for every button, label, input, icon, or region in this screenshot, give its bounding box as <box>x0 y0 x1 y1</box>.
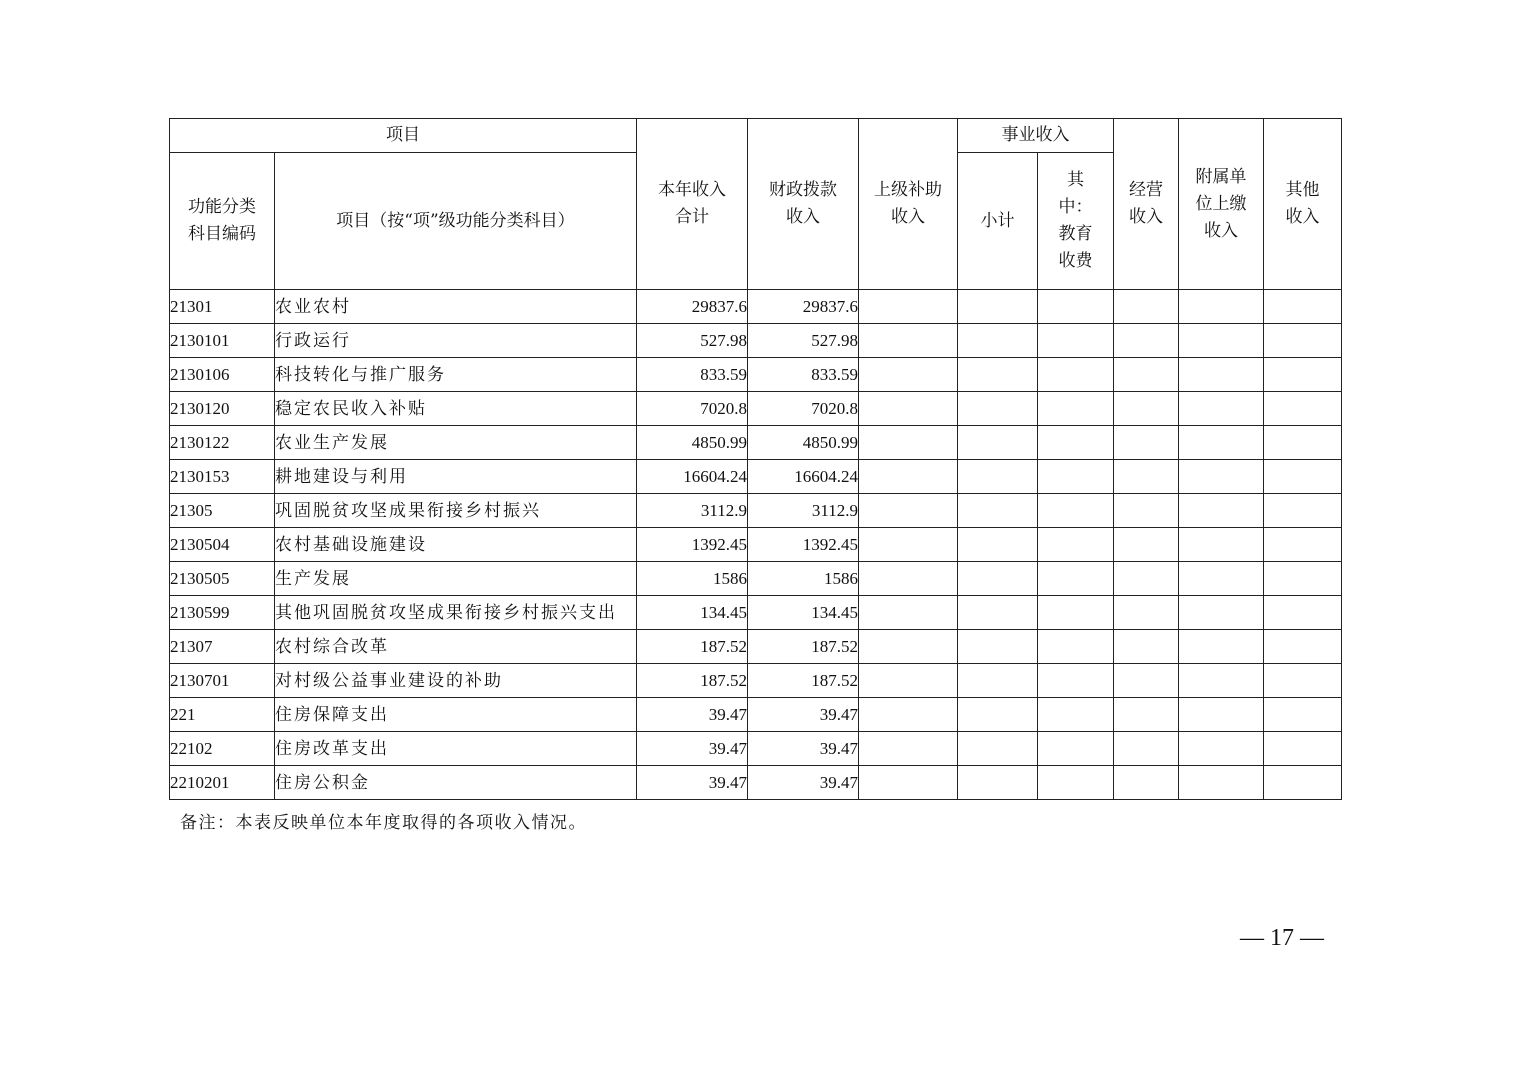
cell-business-edu <box>1038 426 1114 460</box>
cell-superior <box>859 324 958 358</box>
cell-affiliated <box>1179 698 1264 732</box>
cell-superior <box>859 392 958 426</box>
cell-business-subtotal <box>958 766 1038 800</box>
cell-operating <box>1114 392 1179 426</box>
cell-business-subtotal <box>958 596 1038 630</box>
table-row <box>170 358 1342 392</box>
cell-fiscal: 833.59 <box>748 358 859 392</box>
cell-business-subtotal <box>958 290 1038 324</box>
cell-code: 2130599 <box>170 596 275 630</box>
header-business-edu: 其中：教育收费 <box>1038 153 1114 290</box>
cell-superior <box>859 494 958 528</box>
cell-business-edu <box>1038 562 1114 596</box>
cell-code: 2130504 <box>170 528 275 562</box>
cell-name: 对村级公益事业建设的补助 <box>275 664 637 698</box>
cell-name: 科技转化与推广服务 <box>275 358 637 392</box>
cell-operating <box>1114 290 1179 324</box>
cell-operating <box>1114 766 1179 800</box>
cell-superior <box>859 596 958 630</box>
header-name: 项目（按“项”级功能分类科目） <box>275 153 637 290</box>
table-row <box>170 426 1342 460</box>
cell-fiscal: 29837.6 <box>748 290 859 324</box>
cell-fiscal: 39.47 <box>748 732 859 766</box>
cell-other <box>1264 698 1342 732</box>
cell-affiliated <box>1179 596 1264 630</box>
cell-fiscal: 7020.8 <box>748 392 859 426</box>
cell-total: 1392.45 <box>637 528 748 562</box>
cell-name: 其他巩固脱贫攻坚成果衔接乡村振兴支出 <box>275 596 637 630</box>
page-number: — 17 — <box>1240 925 1324 951</box>
cell-business-subtotal <box>958 358 1038 392</box>
cell-operating <box>1114 596 1179 630</box>
cell-other <box>1264 426 1342 460</box>
cell-code: 2130122 <box>170 426 275 460</box>
header-business-subtotal: 小计 <box>958 153 1038 290</box>
cell-code: 2130701 <box>170 664 275 698</box>
cell-other <box>1264 630 1342 664</box>
cell-affiliated <box>1179 766 1264 800</box>
cell-business-subtotal <box>958 426 1038 460</box>
table-row <box>170 290 1342 324</box>
cell-total: 29837.6 <box>637 290 748 324</box>
cell-business-subtotal <box>958 324 1038 358</box>
cell-superior <box>859 290 958 324</box>
table-row <box>170 766 1342 800</box>
cell-superior <box>859 630 958 664</box>
table-row <box>170 630 1342 664</box>
cell-affiliated <box>1179 426 1264 460</box>
cell-total: 39.47 <box>637 766 748 800</box>
cell-fiscal: 1586 <box>748 562 859 596</box>
cell-operating <box>1114 324 1179 358</box>
income-table <box>169 118 1342 800</box>
cell-business-subtotal <box>958 630 1038 664</box>
cell-business-subtotal <box>958 562 1038 596</box>
cell-affiliated <box>1179 630 1264 664</box>
cell-business-subtotal <box>958 392 1038 426</box>
cell-other <box>1264 732 1342 766</box>
cell-superior <box>859 664 958 698</box>
cell-name: 农业农村 <box>275 290 637 324</box>
cell-fiscal: 4850.99 <box>748 426 859 460</box>
cell-name: 住房改革支出 <box>275 732 637 766</box>
cell-fiscal: 39.47 <box>748 766 859 800</box>
cell-operating <box>1114 562 1179 596</box>
cell-other <box>1264 766 1342 800</box>
cell-business-subtotal <box>958 494 1038 528</box>
cell-superior <box>859 766 958 800</box>
cell-other <box>1264 528 1342 562</box>
table-row <box>170 664 1342 698</box>
header-fiscal: 财政拨款收入 <box>748 119 859 290</box>
cell-superior <box>859 460 958 494</box>
cell-business-edu <box>1038 460 1114 494</box>
cell-total: 134.45 <box>637 596 748 630</box>
cell-fiscal: 1392.45 <box>748 528 859 562</box>
cell-name: 住房保障支出 <box>275 698 637 732</box>
cell-business-edu <box>1038 324 1114 358</box>
cell-total: 1586 <box>637 562 748 596</box>
cell-business-edu <box>1038 392 1114 426</box>
cell-superior <box>859 732 958 766</box>
cell-operating <box>1114 528 1179 562</box>
cell-operating <box>1114 358 1179 392</box>
cell-code: 2130505 <box>170 562 275 596</box>
cell-operating <box>1114 460 1179 494</box>
cell-operating <box>1114 630 1179 664</box>
cell-business-subtotal <box>958 664 1038 698</box>
header-total: 本年收入合计 <box>637 119 748 290</box>
cell-other <box>1264 596 1342 630</box>
cell-operating <box>1114 732 1179 766</box>
cell-business-subtotal <box>958 460 1038 494</box>
cell-affiliated <box>1179 732 1264 766</box>
cell-total: 833.59 <box>637 358 748 392</box>
cell-code: 2130101 <box>170 324 275 358</box>
cell-name: 农村基础设施建设 <box>275 528 637 562</box>
cell-code: 2130120 <box>170 392 275 426</box>
cell-business-edu <box>1038 290 1114 324</box>
cell-fiscal: 16604.24 <box>748 460 859 494</box>
cell-name: 耕地建设与利用 <box>275 460 637 494</box>
cell-code: 21301 <box>170 290 275 324</box>
cell-other <box>1264 664 1342 698</box>
cell-superior <box>859 562 958 596</box>
header-superior: 上级补助收入 <box>859 119 958 290</box>
cell-affiliated <box>1179 460 1264 494</box>
cell-business-edu <box>1038 698 1114 732</box>
cell-total: 3112.9 <box>637 494 748 528</box>
cell-total: 39.47 <box>637 698 748 732</box>
cell-fiscal: 527.98 <box>748 324 859 358</box>
cell-code: 22102 <box>170 732 275 766</box>
table-row <box>170 562 1342 596</box>
cell-code: 2210201 <box>170 766 275 800</box>
cell-total: 187.52 <box>637 630 748 664</box>
cell-fiscal: 39.47 <box>748 698 859 732</box>
cell-code: 21307 <box>170 630 275 664</box>
cell-business-edu <box>1038 732 1114 766</box>
cell-operating <box>1114 664 1179 698</box>
cell-fiscal: 134.45 <box>748 596 859 630</box>
header-operating: 经营收入 <box>1114 119 1179 290</box>
cell-business-edu <box>1038 630 1114 664</box>
cell-business-edu <box>1038 664 1114 698</box>
cell-name: 住房公积金 <box>275 766 637 800</box>
table-row <box>170 528 1342 562</box>
cell-name: 农业生产发展 <box>275 426 637 460</box>
cell-operating <box>1114 698 1179 732</box>
cell-fiscal: 187.52 <box>748 664 859 698</box>
table-row <box>170 596 1342 630</box>
cell-operating <box>1114 426 1179 460</box>
cell-name: 巩固脱贫攻坚成果衔接乡村振兴 <box>275 494 637 528</box>
header-code: 功能分类科目编码 <box>170 153 275 290</box>
cell-affiliated <box>1179 392 1264 426</box>
cell-other <box>1264 358 1342 392</box>
cell-other <box>1264 290 1342 324</box>
cell-affiliated <box>1179 358 1264 392</box>
cell-name: 农村综合改革 <box>275 630 637 664</box>
cell-other <box>1264 324 1342 358</box>
cell-superior <box>859 426 958 460</box>
cell-affiliated <box>1179 562 1264 596</box>
cell-affiliated <box>1179 664 1264 698</box>
cell-other <box>1264 392 1342 426</box>
cell-name: 生产发展 <box>275 562 637 596</box>
cell-code: 221 <box>170 698 275 732</box>
cell-total: 187.52 <box>637 664 748 698</box>
header-affiliated: 附属单位上缴收入 <box>1179 119 1264 290</box>
cell-total: 16604.24 <box>637 460 748 494</box>
cell-fiscal: 3112.9 <box>748 494 859 528</box>
cell-total: 7020.8 <box>637 392 748 426</box>
cell-business-edu <box>1038 358 1114 392</box>
cell-affiliated <box>1179 528 1264 562</box>
cell-other <box>1264 494 1342 528</box>
cell-other <box>1264 460 1342 494</box>
cell-business-edu <box>1038 596 1114 630</box>
cell-superior <box>859 358 958 392</box>
cell-affiliated <box>1179 494 1264 528</box>
table-row <box>170 698 1342 732</box>
cell-code: 21305 <box>170 494 275 528</box>
cell-name: 行政运行 <box>275 324 637 358</box>
cell-superior <box>859 528 958 562</box>
cell-other <box>1264 562 1342 596</box>
header-business-income: 事业收入 <box>958 119 1114 153</box>
table-note: 备注：本表反映单位本年度取得的各项收入情况。 <box>180 813 587 833</box>
table-row <box>170 324 1342 358</box>
cell-business-edu <box>1038 766 1114 800</box>
table-row <box>170 460 1342 494</box>
cell-business-edu <box>1038 494 1114 528</box>
table-row <box>170 494 1342 528</box>
cell-fiscal: 187.52 <box>748 630 859 664</box>
table-row <box>170 392 1342 426</box>
header-project: 项目 <box>170 119 637 153</box>
cell-code: 2130153 <box>170 460 275 494</box>
cell-operating <box>1114 494 1179 528</box>
cell-superior <box>859 698 958 732</box>
header-other: 其他收入 <box>1264 119 1342 290</box>
cell-affiliated <box>1179 290 1264 324</box>
cell-business-edu <box>1038 528 1114 562</box>
cell-business-subtotal <box>958 698 1038 732</box>
cell-business-subtotal <box>958 528 1038 562</box>
cell-total: 39.47 <box>637 732 748 766</box>
table-row <box>170 732 1342 766</box>
cell-total: 4850.99 <box>637 426 748 460</box>
cell-business-subtotal <box>958 732 1038 766</box>
cell-affiliated <box>1179 324 1264 358</box>
cell-total: 527.98 <box>637 324 748 358</box>
cell-name: 稳定农民收入补贴 <box>275 392 637 426</box>
cell-code: 2130106 <box>170 358 275 392</box>
